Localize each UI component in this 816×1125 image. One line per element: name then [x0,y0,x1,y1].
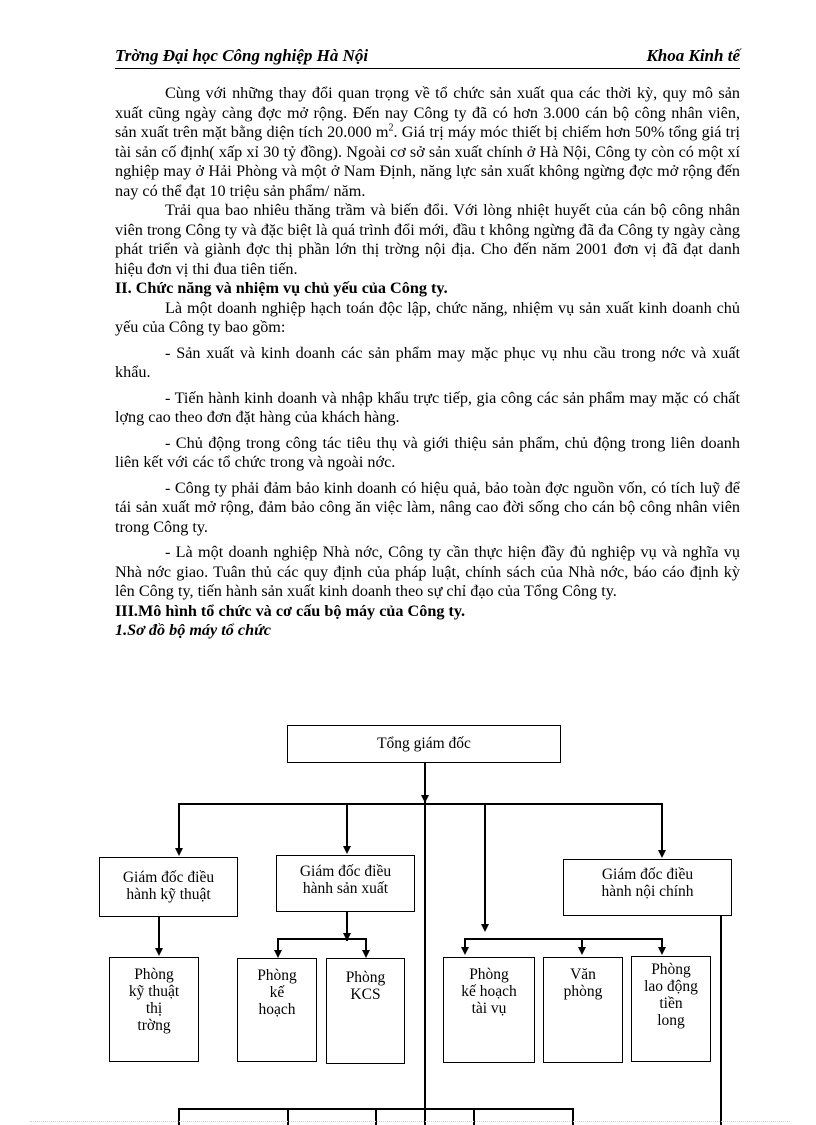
box-gd-ky-thuat: Giám đốc điều hành kỹ thuật [99,857,238,917]
box-gd-noi-chinh: Giám đốc điều hành nội chính [563,859,732,916]
arrow-head [578,947,586,955]
bullet-item: - Sản xuất và kinh doanh các sản phẩm may mặc phục vụ nhu cầu trong nớc và xuất khẩu. [115,343,740,381]
section-heading-2: II. Chức năng và nhiệm vụ chủ yếu của Công ty. [115,279,448,297]
arrow-head [343,846,351,854]
connector [277,938,279,950]
arrow-head [175,848,183,856]
arrow-head [461,947,469,955]
bullet-item: - Chủ động trong công tác tiêu thụ và giới thiệu sản phẩm, chủ động trong liên doanh liên kết với các tổ chức trong và ngoài nớc. [115,433,740,471]
bullet-item: - Tiến hành kinh doanh và nhập khẩu trực tiếp, gia công các sản phẩm may mặc có chất lợng cao theo đơn đặt hàng của khách hàng. [115,388,740,426]
section-heading-3: III.Mô hình tổ chức và cơ cấu bộ máy của Công ty. [115,601,466,620]
arrow-head [421,795,429,803]
box-van-phong: Văn phòng [543,957,623,1063]
connector [661,803,663,851]
arrow-head [362,950,370,958]
bullet-item: - Công ty phải đảm bảo kinh doanh có hiệu quả, bảo toàn đợc nguồn vốn, có tích luỹ để tái sản xuất mở rộng, đảm bảo công ăn việc làm, nâng cao đời sống cho cán bộ công nhân viên trong Công ty. [115,478,740,536]
connector [287,1108,289,1125]
box-phong-ky-thuat-thi-truong: Phòng kỹ thuật thị trờng [109,957,199,1062]
subsection-heading: 1.Sơ đồ bộ máy tổ chức [115,621,271,639]
arrow-head [274,950,282,958]
box-phong-ke-hoach: Phòng kế hoạch [237,958,317,1062]
connector [375,1108,377,1125]
arrow-head [658,947,666,955]
arrow-head [658,850,666,858]
box-phong-ke-hoach-tai-vu: Phòng kế hoạch tài vụ [443,957,535,1063]
connector [720,916,722,1125]
box-gd-san-xuat: Giám đốc điều hành sản xuất [276,855,415,912]
arrow-head [343,933,351,941]
connector [484,803,486,925]
connector [346,803,348,847]
box-tong-giam-doc: Tổng giám đốc [287,725,561,763]
connector [365,938,367,950]
paragraph-history: Trải qua bao nhiêu thăng trầm và biến đổi. Với lòng nhiệt huyết của cán bộ công nhân viên trong Công ty và đặc biệt là quá trình đổi mới, đầu t không ngừng đã đa Công ty ngày càng phát triển và giành đợc thị phần lớn thị trờng nội địa. Cho đến năm 2001 đơn vị đã đạt danh hiệu đơn vị thi đua tiên tiến. [115,201,740,278]
paragraph-scale: Cùng với những thay đổi quan trọng về tổ chức sản xuất qua các thời kỳ, quy mô sản xuất cũng ngày càng đợc mở rộng. Đến nay Công ty đã có hơn 3.000 cán bộ công nhân viên, sản xuất trên mặt bằng diện tích 20.000 $m^2$. Giá trị máy móc thiết bị chiếm hơn 50% tổng giá trị tài sản cố định( xấp xỉ 30 tỷ đồng). Ngoài cơ sở sản xuất chính ở Hà Nội, Công ty còn có một xí nghiệp may ở Hải Phòng và một ở Nam Định, năng lực sản xuất không ngừng đợc mở rộng đến nay có thể đạt 10 triệu sản phẩm/ năm. [115,84,740,200]
connector [178,803,180,849]
arrow-head [155,948,163,956]
paragraph-functions: Là một doanh nghiệp hạch toán độc lập, chức năng, nhiệm vụ sản xuất kinh doanh chủ yếu của Công ty bao gồm: [115,298,740,336]
connector [158,917,160,949]
box-phong-lao-dong-tien-luong: Phòng lao động tiền long [631,956,711,1062]
connector [178,803,662,805]
bullet-item: - Là một doanh nghiệp Nhà nớc, Công ty cần thực hiện đầy đủ nghiệp vụ và nghĩa vụ Nhà nớc giao. Tuân thủ các quy định của pháp luật, chính sách của Nhà nớc, báo cáo định kỳ lên Công ty, tiến hành sản xuất kinh doanh theo sự chỉ đạo của Tổng Công ty. [115,543,740,600]
header-faculty-name: Khoa Kinh tế [646,46,740,65]
connector [277,938,366,940]
box-phong-kcs: Phòng KCS [326,958,405,1064]
header-school-name: Trờng Đại học Công nghiệp Hà Nội [115,46,369,65]
page-break-divider [30,1121,790,1122]
connector [572,1108,574,1125]
connector [178,1108,180,1125]
connector [424,763,426,1125]
arrow-head [481,924,489,932]
connector [464,938,662,940]
connector [473,1108,475,1125]
